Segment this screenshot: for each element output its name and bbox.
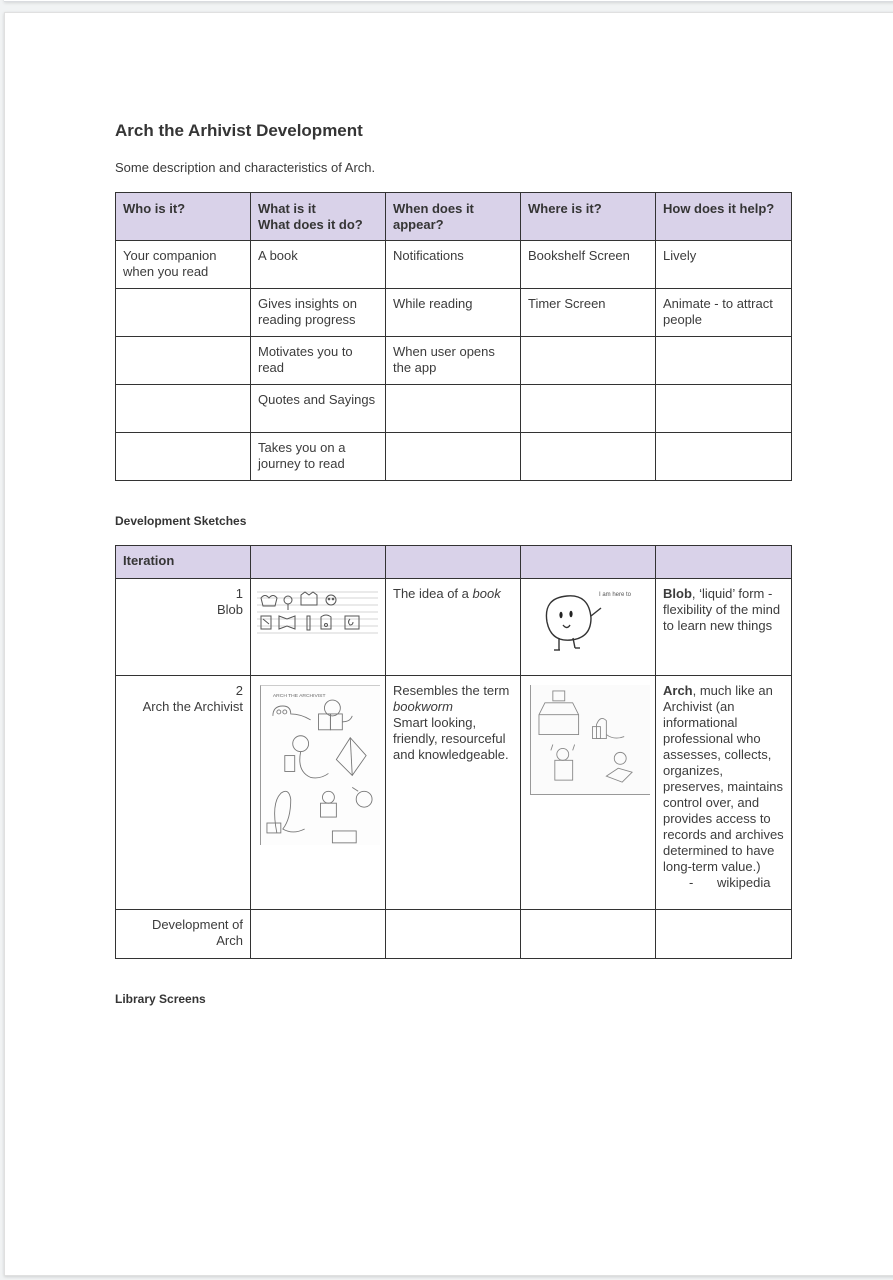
library-screens-heading: Library Screens xyxy=(115,992,206,1006)
iteration-name: Development of Arch xyxy=(151,917,243,948)
header-empty xyxy=(656,546,792,579)
table-cell: Gives insights on reading progress xyxy=(251,289,386,337)
sketch-cell xyxy=(521,676,656,910)
table-cell: Takes you on a journey to read xyxy=(251,433,386,481)
iteration-cell xyxy=(116,910,251,959)
table-cell: Timer Screen xyxy=(521,289,656,337)
table-cell: When user opens the app xyxy=(386,337,521,385)
sketch-cell xyxy=(251,579,386,676)
note-text: , ‘liquid’ form - flexibility of the mind to learn new things xyxy=(663,586,781,633)
table-cell: Your companion when you read xyxy=(116,241,251,289)
table-row xyxy=(116,910,792,959)
document-page xyxy=(4,12,893,1276)
header-empty xyxy=(251,546,386,579)
table-cell xyxy=(116,433,251,481)
document-description: Some description and characteristics of Arch. xyxy=(115,160,376,175)
document-title: Arch the Arhivist Development xyxy=(115,121,363,140)
concept-text: The idea of a xyxy=(393,586,473,601)
characteristics-table xyxy=(115,192,792,481)
citation-source: wikipedia xyxy=(717,875,771,890)
note-text: , much like an Archivist (an informational professional who assesses, collects, organizes, preserves, maintains control over, and provides access to records and archives determined to have long-term value.) xyxy=(663,683,784,874)
iteration-cell xyxy=(116,676,251,910)
note-cell xyxy=(656,676,792,910)
header-what-line2: What does it do? xyxy=(258,217,363,232)
note-cell xyxy=(656,579,792,676)
note-bold: Arch xyxy=(663,683,693,698)
header-empty xyxy=(386,546,521,579)
table-cell xyxy=(386,433,521,481)
table-cell xyxy=(656,337,792,385)
arch-inkwell-bookworm-sketch-image xyxy=(530,685,650,795)
table-row xyxy=(116,433,792,481)
blob-character-sketch-image xyxy=(541,586,641,658)
arch-the-archivist-sketch-sheet-image xyxy=(260,685,380,845)
table-cell: Lively xyxy=(656,241,792,289)
header-what xyxy=(251,193,386,241)
concept-emphasis: book xyxy=(472,586,501,601)
table-cell xyxy=(386,385,521,433)
header-iteration: Iteration xyxy=(116,546,251,579)
header-when: When does it appear? xyxy=(386,193,521,241)
sketch-cell xyxy=(521,579,656,676)
header-how: How does it help? xyxy=(656,193,792,241)
sketch-caption: I am here to xyxy=(599,592,632,598)
table-row xyxy=(116,289,792,337)
header-who: Who is it? xyxy=(116,193,251,241)
sketch-caption: ARCH THE ARCHIVIST xyxy=(272,694,326,700)
table-cell xyxy=(656,433,792,481)
table-cell xyxy=(116,337,251,385)
iteration-cell xyxy=(116,579,251,676)
table-cell xyxy=(116,289,251,337)
blob-concept-sketches-image xyxy=(257,586,378,642)
previous-page-edge xyxy=(4,0,893,2)
note-bold: Blob xyxy=(663,586,692,601)
citation-line xyxy=(663,875,784,891)
sketches-header-row xyxy=(116,546,792,579)
table-cell xyxy=(521,910,656,959)
table-row xyxy=(116,241,792,289)
iteration-number: 2 xyxy=(235,683,243,698)
concept-cell xyxy=(386,676,521,910)
table-cell: While reading xyxy=(386,289,521,337)
table-cell xyxy=(656,910,792,959)
sketches-table xyxy=(115,545,792,959)
citation-bullet: - xyxy=(689,875,694,890)
header-empty xyxy=(521,546,656,579)
iteration-name: Arch the Archivist xyxy=(142,699,243,714)
table-row xyxy=(116,676,792,910)
table-cell: Notifications xyxy=(386,241,521,289)
table-cell: Motivates you to read xyxy=(251,337,386,385)
table-cell xyxy=(116,385,251,433)
table-cell xyxy=(521,337,656,385)
header-where: Where is it? xyxy=(521,193,656,241)
table-row xyxy=(116,579,792,676)
table-cell xyxy=(251,910,386,959)
concept-text: Resembles the term xyxy=(393,683,510,698)
table-row xyxy=(116,337,792,385)
table-header-row xyxy=(116,193,792,241)
table-cell xyxy=(656,385,792,433)
table-row xyxy=(116,385,792,433)
table-cell: Bookshelf Screen xyxy=(521,241,656,289)
concept-cell xyxy=(386,579,521,676)
iteration-name: Blob xyxy=(216,602,243,617)
table-cell xyxy=(521,433,656,481)
concept-description: Smart looking, friendly, resourceful and knowledgeable. xyxy=(393,715,509,762)
iteration-number: 1 xyxy=(235,586,243,601)
table-cell xyxy=(386,910,521,959)
table-cell: A book xyxy=(251,241,386,289)
table-cell xyxy=(521,385,656,433)
table-cell: Animate - to attract people xyxy=(656,289,792,337)
table-cell: Quotes and Sayings xyxy=(251,385,386,433)
development-sketches-heading: Development Sketches xyxy=(115,514,247,528)
concept-emphasis: bookworm xyxy=(393,699,453,714)
header-what-line1: What is it xyxy=(258,201,316,216)
sketch-cell xyxy=(251,676,386,910)
